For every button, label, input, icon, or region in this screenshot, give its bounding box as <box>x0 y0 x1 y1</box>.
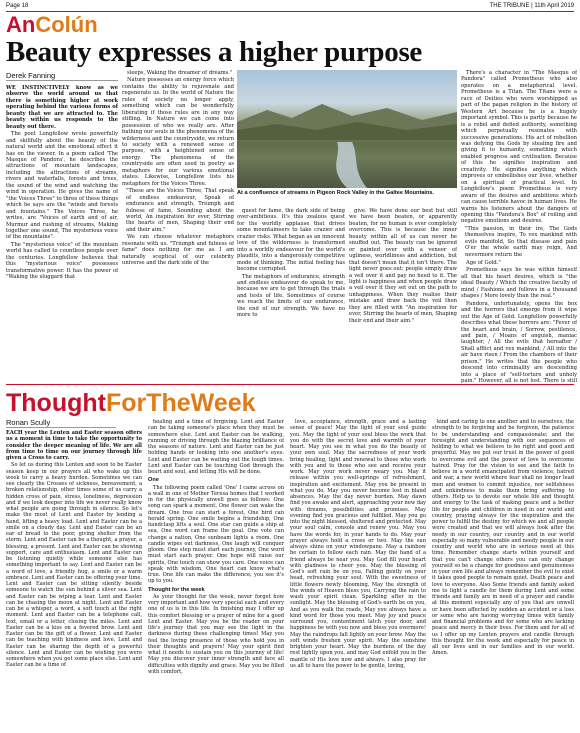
section-title <box>6 14 98 36</box>
paragraph: give. We have done our best but still we have been beaten, or apparently beaten, for no human is ever completely overcome. This is because the inner beauty within all of us can never be snuffed out. The beauty can be ignored or painted over with a veneer of ugliness, worldliness and addiction, but that doesn't mean that it isn't there. The light never goes out; people simply draw a veil over it and pay no heed to it. The light is happiness and when people draw a veil over it they set out on the path to unhappiness. When they realise their mistake and draw back the veil then they are filled with "An inspiration for ever, Stirring the hearts of men, Shaping their end and their aim." <box>349 208 457 324</box>
paragraph: quest for fame, the dark side of being over-ambitious. It's this zealous quest for the worldly applause that drives some mountaineers to take crazier and crazier risks. What began as an innocent love of the wilderness is transformed into a worldly endeavour for the world's plaudits, into a dangerously competitive mode of thinking. The initial feeling has become corrupted. <box>237 208 345 273</box>
thought-title-part1: Thought <box>6 389 106 417</box>
section-divider <box>6 384 574 385</box>
thought-for-the-week-title <box>6 390 256 416</box>
subhead-one: One <box>148 477 159 484</box>
paragraph: The metaphors of endurance, strength and endless endeavour do speak to me, because we are to get through the trials and tests of life. Sometimes of course we reach the limits of our endurance, the end of our strength. We have no more to <box>237 273 345 319</box>
article-column-1 <box>6 85 118 385</box>
article-headline: Beauty expresses a higher purpose <box>6 36 422 68</box>
stream-shape <box>297 142 397 188</box>
paragraph: healing and a time of forgiving. Lent and Easter can be taking someone's place when they must be somewhere else. Lent and Easter can be walking, running or driving through the blazing brilliance of the seasons of nature. Lent and Easter can be just holding hands or looking into one another's eyes. Lent and Easter can be waiting out the tough times. Lent and Easter can be touching God through the heart and soul, and letting His will be done. <box>148 419 284 475</box>
poem-quote: "This passion, in their ire, The Gods themselves inspire, To vex mankind with evils manifold, So that disease and pain O'er the whole earth may reign, And nevermore return the <box>465 225 577 258</box>
paragraph: Prometheus says he was within himself all that his heart desires, which is "the ideal Beauty / Which the creative faculty of mind / Fashions and follows in a thousand shapes / More lovely than the real." <box>461 267 577 300</box>
paragraph: The "mysterious voice" of the mountain world has called to countless people over the centuries. Longfellow believes that this "mysterious voice" possesses transformative power. It has the power of "Waking the sluggard that <box>6 241 118 281</box>
byline-top: Derek Fanning <box>6 71 118 81</box>
mountain-silhouette-icon <box>237 100 457 140</box>
paragraph: The poet Longfellow wrote powerfully and skillfully about the beauty of the natural world and the emotional effect it has on the viewer. In a poem called 'The Masque of Pandora', he describes the attractions of mountain landscapes, including the attractions of streams, rivers and waterfalls, forests and trees, the sound of the wind and watching the wind in operation. He gives the name of "the Voices Three" to three of these things which he says are the "winds and forests and fountains." The Voices Three, he writes, are "Voices of earth and of air, Murmur and rushing of streams, Making together one sound, The mysterious voice of the mountains". <box>6 131 118 241</box>
article-column-6-overflow <box>461 260 577 384</box>
article-column-2 <box>122 70 234 384</box>
thought-column-3 <box>290 419 426 731</box>
page-number: Page 18 <box>6 3 29 9</box>
paragraph: There's a character in "The Masque of Pandora" called Prometheus who also operates on a metaphorical level. Prometheus is a Titan. The Titans were a race of Deities who were worshipped as part of the pagan religion in the history of Western Art because he is a hugely important symbol. This is partly because he is a rebel and defied authority, something which perpetually resonates with successive generations. His act of rebellion was defying the Gods by stealing fire and giving it to humanity, something which enabled progress and civilisation. Because of this he signifies inspiration and creativity. He signifies anything which improves or embellishes our lives, whether on a spiritual or practical level. In Longfellow's poem Prometheus is very aware of the desires and ambitions which can cause terrible havoc in human lives. He warns his listeners about the dangers of opening this "Pandora's Box" of roiling and negative emotions and desires. <box>461 70 577 225</box>
article-column-4 <box>349 208 457 384</box>
photo-caption: At a confluence of streams in Pigeon Rock Valley in the Galtee Mountains. <box>237 190 435 196</box>
paragraph: Nature possesses an energy force which contains the ability to rejuvenate and regenerate us. In the world of Nature the rules of society no longer apply, something which can be wonderfully liberating if those rules are in any way stifling. In Nature we can come into possession of who we really are. After bathing our souls in the phenomena of the wilderness and the countryside, we return to society with a renewed sense of purpose, with a heightened sense of energy. The phenomena of the countryside are often used in poetry as metaphors for our various emotional states. Likewise, Longfellow lists his metaphors for the Voices Three. <box>122 77 234 187</box>
paragraph: The following poem called 'One' I came across on a wall in one of Mother Teresa homes that I worked in for the physically unwell goes as follows: One song can spark a moment, One flower can wake the dream. One tree can start a forest, One bird can herald spring. One smile begins a friendship, One handclasp lifts a soul. One star can guide a ship at sea, One word can frame the goal. One vote can change a nation, One sunbeam lights a room. One candle wipes out darkness, One laugh will conquer gloom. One step must start each journey, One word must start each prayer. One hope will raise our spirits, One touch can show you care. One voice can speak with wisdom, One heart can know what's true. One life can make the difference; you see it's up to you. <box>148 484 284 585</box>
page-header <box>6 3 574 12</box>
paragraph: Pandora, unfortunately, opens the box and the horrors that emerge from it wipe out the Age of Gold. Longfellow powerfully describes what these horrors are: "Fever of the heart and brain, / Sorrow, pestilence, and pain, / Moans of anguish, maniac laughter, / All the evils that hereafter / Shall afflict and vex mankind, / All into the air have risen / From the chambers of their prison." He writes that the people who descend into criminality are descending into a place of "self-torture and unholy pain." However, all is not lost. There is still <box>461 300 577 384</box>
paragraph: As your thought for the week, never forget how very important and how very special each and every one of us is in this life. In finishing may I offer up this comfort blessing or a prayer of mine for a good Lent and Easter. May you be the reader on your life's journey that you may see the light in the darkness during these challenging times! May you feel the loving presence of those who hold you in their thoughts and prayers! May your spirit find what it needs to sustain you on this journey of life! May you discover your inner strength and face all difficulties with dignity and grace. May you be filled with comfort, <box>148 593 284 675</box>
publication-date: THE TRIBUNE | 11th April 2019 <box>489 3 574 9</box>
paragraph: So let us during this Lenten and soon to be Easter season keep in our prayers all who wake up this week to carry a heavy burden. Sometimes we can see clearly the Crosses of sickness, bereavement, a broken relationship, other times some of us carry a hidden cross of pain, stress, loneliness, depression and if we look deeper into life we never really know what people are going through in silence. So let's make the most of Lent and Easter by lending a hand, lifting a heavy load. Lent and Easter can be a smile on a cloudy day. Lent and Easter can be an ear of bread to the poor, giving shelter from the storm. Lent and Easter can be a thought, a prayer, a blessing, a present. Lent and Easter can be showing support, care and enthusiasm. Lent and Easter can be listening quietly while someone else has something important to say. Lent and Easter can be a word of love, a friendly hug, a smile or a warm embrace. Lent and Easter can be offering your time. Lent and Easter can be sitting silently beside someone to watch the sun behind a silver sea. Lent and Easter can be wiping a tear. Lent and Easter can be chasing the moon at night. Lent and Easter can be a whisper, a word, a soft touch at the right moment. Lent and Easter can be a telephone call, text, email or a letter, closing the miles. Lent and Easter can be a kiss on a fevered brow. Lent and Easter can be the gift of a flower. Lent and Easter can be teaching with kindness and love. Lent and Easter can be sharing the depth of a powerful silence. Lent and Easter can be wishing you were somewhere when you get some place else. Lent and Easter can be a time of <box>6 462 142 669</box>
paragraph: Age of Gold." <box>466 260 501 266</box>
mountain-photo <box>237 70 457 188</box>
article-column-3 <box>237 208 345 384</box>
paragraph: WE INSTINCTIVELY know as we observe the world around us that there is something higher at work operating behind the various forms of beauty that we are attracted to. The beauty within us responds to the beauty out there. <box>6 85 118 130</box>
paragraph: love, acceptance, strength, grace and a lasting sense of peace! May the light of your soul guide you. May the light of your soul bless the work that you do with the secret love and warmth of your heart. May you see in what you do the beauty of your own soul. May the sacredness of your work bring healing, light and renewal to those who work with you and to those who see and receive your work. May your work never weary you. May it release within you well-springs of refreshment, inspiration and excitement. May you be present in what you do. May you never become lost in bland absences. May the day never burden. May dawn find you awake and alert, approaching your new day with dreams, possibilities and promises. May evening find you gracious and fulfilled. May you go into the night blessed, sheltered and protected. May your soul calm, console and renew you. May you have the words for, in your hands to do. May your prayer always hold a cross or two. May the sun always shine on your windowpane. May a rainbow be certain to follow each rain. May the hand of a friend always be near you. May God fill your heart with gladness to cheer you. May the blessing of God's soft rain be on you, Falling gently on your head, refreshing your soul. With the sweetness of little flowers newly blooming. May the strength of the winds of Heaven bless you, Carrying the rain to wash your spirit clean. Sparkling after in the sunlight. May the blessing of God's earth be on you, And as you walk the roads, May you always have a kind word for those you meet. May joy and peace surround you, contentment latch your door, and happiness be with you now and bless you evermore! May the raindrops fall lightly on your brow. May the soft winds freshen your spirit. May the sunshine brighten your heart. May the burdens of the day rest lightly upon you, and may God enfold you in the mantle of His love now and always. I also pray for us all to have the power to be gentle, loving, <box>290 419 426 669</box>
poem-quote: "These are the Voices Three, That speak of endless endeavour, Speak of endurance and strength, Triumph and fulness of fame, Sounding about the world, An inspiration for ever, Stirring the hearts of men, Shaping their end and their aim." <box>126 188 234 233</box>
thought-title-part2: ForTheWeek <box>105 389 256 417</box>
byline-bottom: Ronan Scully <box>6 418 116 428</box>
paragraph: kind and caring to one another and to ourselves; the strength to be forgiving and be forgiven, the patience to be understanding and compassionate; and the foresight and understanding with our sequences of holding to what we believe to be right and good and prayerful. May we put our trust in the power of good to overcome evil and the power of love to overcome hatred. Pray for the vision to see and the faith to believe in a world emancipated from violence, hatred and war, a new world where fear shall no longer lead men and women to commit injustice, nor selfishness and unkindness to make them bring suffering to others. Help us to devote our whole life and thought and energy to the task of making peace and a better life for people and children in need in our world and country, praying always for the inspiration and the power to fulfill the destiny for which we and all people were created and that we will always look after the needy in our country, our country and in our world especially so many vulnerable and needy people in our country and world who are in serious need at this time. Remember change starts within yourself and that you can't change others you can only change yourself so be a change for goodness and genuineness in your own life and always remember the evil to exist it takes good people to remain quiet. Death peace and love to everyone. Also Some friends and family asked me to light a candle for them during Lent and some friends and family are in need of a prayer and candle at this moment especially any of you that are unwell or have been affected by sudden an accident or a loss or some who are having worrying times with family and financial problems and for some who are lacking peace and mercy in their lives. For them and for all of us I offer up my Lenten prayers and candle through this thought for the week and especially for peace in all our lives and in our families and in our world. Amen. <box>432 419 574 657</box>
thought-column-4 <box>432 419 574 731</box>
section-title-part2: Colún <box>35 12 98 37</box>
thought-column-1 <box>6 430 142 730</box>
paragraph: We can choose whatever metaphors resonate with us. "Triumph and fulness of fame" does nothing for me as I am naturally sceptical of our celebrity universe and the dark side of the <box>122 234 234 267</box>
thought-column-2 <box>148 419 284 731</box>
subhead-thought-for-the-week: Thought for the week <box>148 586 205 593</box>
section-title-part1: An <box>6 12 36 37</box>
paragraph: EACH year the Lenten and Easter season offers us a moment in time to take the opportunity to consider the deeper meaning of life. We are all from time to time on our journey through life given a Cross to carry. <box>6 430 142 461</box>
paragraph: sleeps, Waking the dreamer of dreams." <box>127 70 233 76</box>
